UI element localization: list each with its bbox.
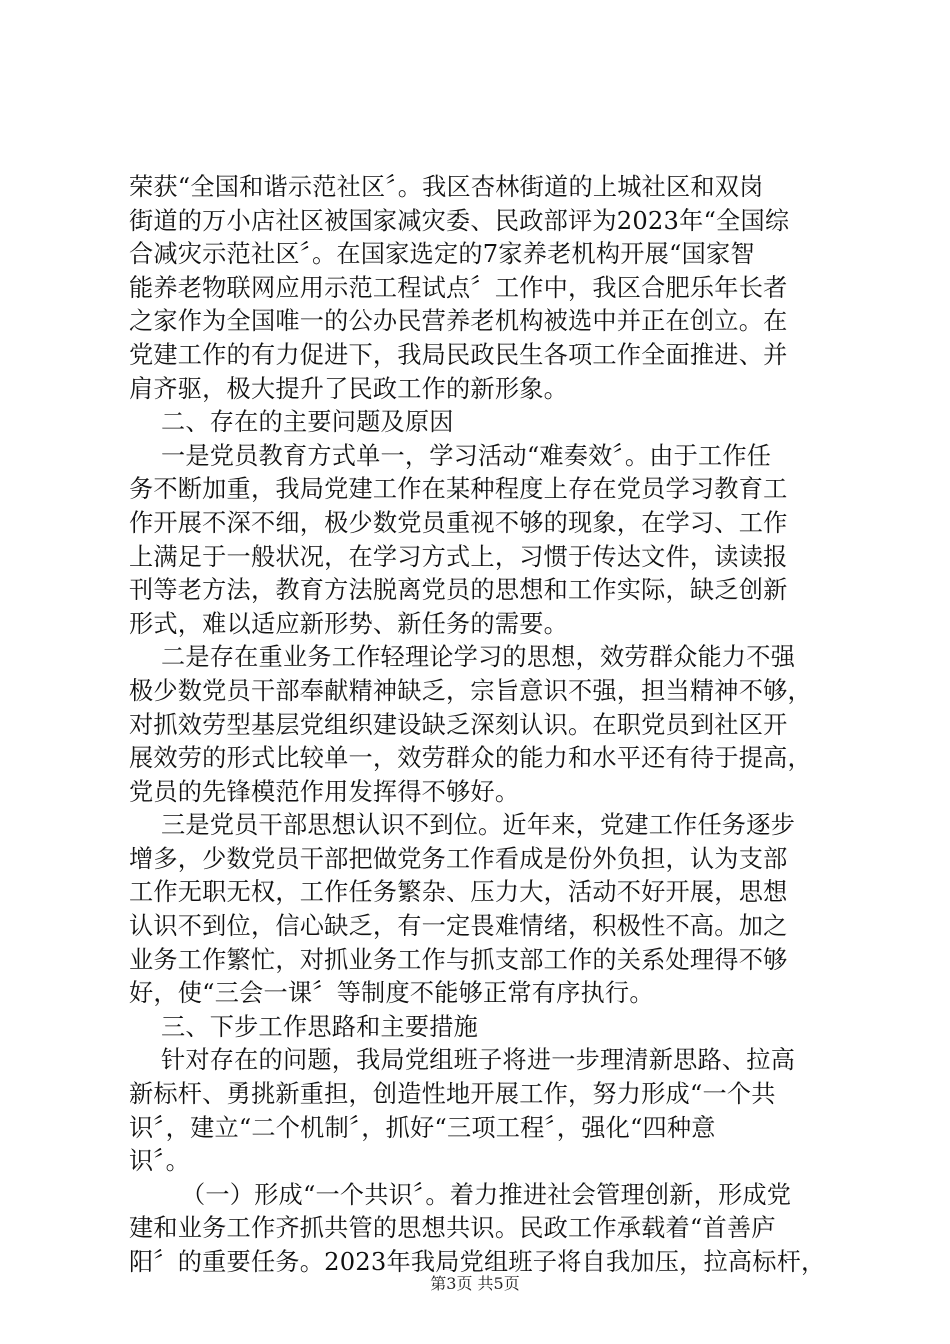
text-line: 刊等老方法，教育方法脱离党员的思想和工作实际，缺乏创新 bbox=[129, 576, 788, 605]
text-line: 识〞。 bbox=[129, 1147, 191, 1176]
text-line: 二是存在重业务工作轻理论学习的思想，效劳群众能力不强 bbox=[161, 643, 796, 672]
text-line: 增多，少数党员干部把做党务工作看成是份外负担，认为支部 bbox=[129, 844, 788, 873]
text-line: 肩齐驱，极大提升了民政工作的新形象。 bbox=[129, 374, 568, 403]
text-line: 建和业务工作齐抓共管的思想共识。民政工作承载着“首善庐 bbox=[129, 1214, 776, 1243]
text-line: 业务工作繁忙，对抓业务工作与抓支部工作的关系处理得不够 bbox=[129, 945, 788, 974]
text-line: 识〞，建立“二个机制〞，抓好“三项工程〞，强化“四种意 bbox=[129, 1113, 716, 1142]
text-line: 荣获“全国和谐示范社区〞。我区杏林街道的上城社区和双岗 bbox=[129, 173, 764, 201]
document-body bbox=[129, 171, 843, 1280]
text-line: 针对存在的问题，我局党组班子将进一步理清新思路、拉高 bbox=[161, 1046, 796, 1075]
text-line: 阳〞的重要任务。2023年我局党组班子将自我加压，拉高标杆， bbox=[129, 1248, 826, 1276]
text-line: 街道的万小店社区被国家减灾委、民政部评为2023年“全国综 bbox=[129, 206, 790, 235]
text-line: 作开展不深不细，极少数党员重视不够的现象，在学习、工作 bbox=[129, 508, 788, 537]
page-footer bbox=[0, 1274, 950, 1294]
section-heading: 三、下步工作思路和主要措施 bbox=[161, 1012, 479, 1041]
text-line: 一是党员教育方式单一，学习活动“难奏效〞。由于工作任 bbox=[161, 441, 772, 470]
text-line: 上满足于一般状况，在学习方式上，习惯于传达文件，读读报 bbox=[129, 542, 788, 571]
text-line: 党建工作的有力促进下，我局民政民生各项工作全面推进、并 bbox=[129, 340, 788, 369]
text-line: 工作无职无权，工作任务繁杂、压力大，活动不好开展，思想 bbox=[129, 878, 788, 907]
text-line: 好，使“三会一课〞等制度不能够正常有序执行。 bbox=[129, 979, 654, 1008]
page-number: 第3页 共5页 bbox=[430, 1274, 520, 1293]
text-line: 能养老物联网应用示范工程试点〞工作中，我区合肥乐年长者 bbox=[129, 273, 788, 302]
text-line: 形式，难以适应新形势、新任务的需要。 bbox=[129, 609, 568, 638]
text-line: 极少数党员干部奉献精神缺乏，宗旨意识不强，担当精神不够， bbox=[129, 676, 812, 705]
subsection-line: （一）形成“一个共识〞。着力推进社会管理创新，形成党 bbox=[181, 1180, 792, 1209]
text-line: 认识不到位，信心缺乏，有一定畏难情绪，积极性不高。加之 bbox=[129, 912, 788, 941]
text-line: 务不断加重，我局党建工作在某种程度上存在党员学习教育工 bbox=[129, 475, 788, 504]
text-line: 展效劳的形式比较单一，效劳群众的能力和水平还有待于提高， bbox=[129, 744, 812, 773]
text-line: 对抓效劳型基层党组织建设缺乏深刻认识。在职党员到社区开 bbox=[129, 710, 788, 739]
text-line: 党员的先锋模范作用发挥得不够好。 bbox=[129, 777, 520, 806]
text-line: 三是党员干部思想认识不到位。近年来，党建工作任务逐步 bbox=[161, 811, 796, 840]
text-line: 新标杆、勇挑新重担，创造性地开展工作，努力形成“一个共 bbox=[129, 1080, 776, 1109]
text-line: 合减灾示范社区〞。在国家选定的7家养老机构开展“国家智 bbox=[129, 240, 755, 269]
section-heading: 二、存在的主要问题及原因 bbox=[161, 408, 454, 437]
text-line: 之家作为全国唯一的公办民营养老机构被选中并正在创立。在 bbox=[129, 307, 788, 336]
